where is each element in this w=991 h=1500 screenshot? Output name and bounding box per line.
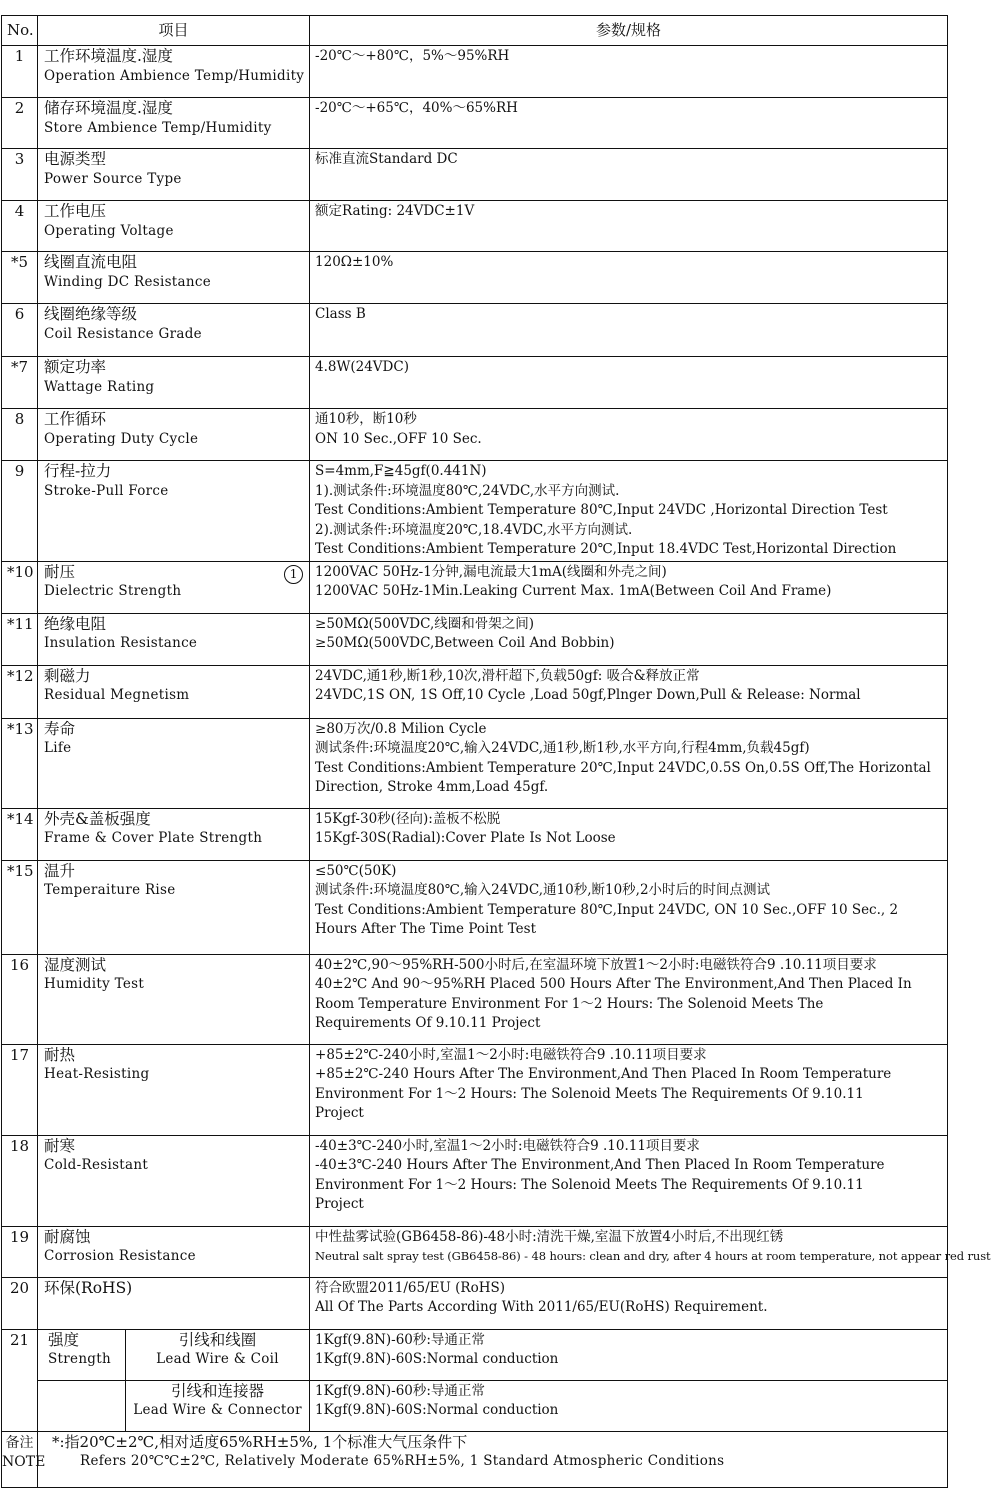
item-name-cn: 耐压 xyxy=(44,562,76,581)
row-number: 18 xyxy=(2,1135,38,1226)
table-row-21-lead-coil xyxy=(2,1329,948,1380)
table-row xyxy=(2,357,948,409)
row-number: 4 xyxy=(2,201,38,252)
table-row xyxy=(2,461,948,562)
spec-line: ≤50℃(50K) xyxy=(315,862,397,879)
spec-line: Test Conditions:Ambient Temperature 20℃,Input 18.4VDC Test,Horizontal Direction xyxy=(315,541,897,557)
sub-item-cell xyxy=(126,1329,310,1380)
note-text-en: Refers 20℃℃±2℃, Relatively Moderate 65%RH±5%, 1 Standard Atmospheric Conditions xyxy=(80,1453,725,1469)
item-name-cn: 剩磁力 xyxy=(44,666,91,685)
spec-line: 1200VAC 50Hz-1Min.Leaking Current Max. 1mA(Between Coil And Frame) xyxy=(315,583,832,599)
spec-line: 额定Rating: 24VDC±1V xyxy=(315,203,475,219)
spec-value-cell xyxy=(310,613,948,665)
table-row-21-lead-connector xyxy=(2,1380,948,1431)
spec-value-cell xyxy=(310,561,948,613)
spec-line: 测试条件:环境温度20℃,输入24VDC,通1秒,断1秒,水平方向,行程4mm,负载45gf) xyxy=(315,740,810,756)
spec-table xyxy=(1,15,991,1488)
spec-line: ON 10 Sec.,OFF 10 Sec. xyxy=(315,430,482,447)
spec-line: Environment For 1～2 Hours: The Solenoid Meets The Requirements Of 9.10.11 xyxy=(315,1176,864,1193)
spec-line: -40±3℃-240 Hours After The Environment,And Then Placed In Room Temperature xyxy=(315,1157,885,1173)
spec-value-cell xyxy=(310,1277,948,1329)
spec-line: Project xyxy=(315,1196,364,1212)
row-number: *5 xyxy=(2,252,38,304)
item-name-en: Frame & Cover Plate Strength xyxy=(44,830,263,846)
item-name-cn: 电源类型 xyxy=(44,150,107,168)
row-number: 21 xyxy=(2,1329,38,1431)
item-name-cell xyxy=(38,1226,310,1277)
spec-line: -20℃～+65℃，40%～65%RH xyxy=(315,100,518,116)
item-name-en: Dielectric Strength xyxy=(44,583,182,599)
spec-value-cell xyxy=(310,98,948,149)
note-label-en: NOTE xyxy=(2,1454,46,1470)
row-number: 3 xyxy=(2,149,38,201)
table-row xyxy=(2,561,948,613)
item-name-cn: 外壳&盖板强度 xyxy=(44,809,151,828)
spec-line: Requirements Of 9.10.11 Project xyxy=(315,1015,541,1031)
row-number: *10 xyxy=(2,561,38,613)
spec-line: Direction, Stroke 4mm,Load 45gf. xyxy=(315,779,549,795)
table-row xyxy=(2,409,948,461)
item-name-en: Stroke-Pull Force xyxy=(44,482,169,499)
item-name-cell xyxy=(38,613,310,665)
spec-value-cell xyxy=(310,201,948,252)
item-name-cn: 线圈绝缘等级 xyxy=(44,305,138,323)
sub-item-en: Lead Wire & Connector xyxy=(133,1402,302,1418)
item-name-en: Power Source Type xyxy=(44,170,182,187)
note-label xyxy=(2,1431,46,1487)
spec-line: 24VDC,通1秒,断1秒,10次,滑杆超下,负载50gf: 吸合&释放正常 xyxy=(315,667,700,684)
spec-value-cell xyxy=(310,252,948,304)
item-name-en: Strength xyxy=(48,1351,111,1367)
item-name-cell xyxy=(38,561,310,613)
item-name-cn: 强度 xyxy=(48,1330,80,1349)
spec-value-cell xyxy=(310,1380,948,1431)
item-name-en: Winding DC Resistance xyxy=(44,273,212,290)
spec-line: 15Kgf-30秒(径向):盖板不松脱 xyxy=(315,810,501,827)
spec-line: Project xyxy=(315,1105,364,1121)
item-name-en: Wattage Rating xyxy=(44,378,155,395)
spec-line: 4.8W(24VDC) xyxy=(315,359,409,375)
table-row xyxy=(2,1044,948,1135)
spec-value-cell xyxy=(310,409,948,461)
table-row xyxy=(2,304,948,357)
table-row xyxy=(2,954,948,1044)
item-name-en: Coil Resistance Grade xyxy=(44,325,202,342)
spec-line: All Of The Parts According With 2011/65/EU(RoHS) Requirement. xyxy=(315,1299,768,1315)
spec-line: 40±2℃ And 90～95%RH Placed 500 Hours After The Environment,And Then Placed In xyxy=(315,976,912,992)
item-name-en: Life xyxy=(44,740,72,756)
item-name-cn: 耐腐蚀 xyxy=(44,1227,91,1246)
spec-line: -20℃～+80℃，5%～95%RH xyxy=(315,48,510,64)
spec-line: Test Conditions:Ambient Temperature 80℃,Input 24VDC ,Horizontal Direction Test xyxy=(315,502,888,518)
spec-value-cell xyxy=(310,718,948,808)
item-name-en: Humidity Test xyxy=(44,976,145,992)
row-number: *13 xyxy=(2,718,38,808)
spec-value-cell xyxy=(310,46,948,98)
item-name-cell xyxy=(38,808,310,860)
item-name-en: Operating Voltage xyxy=(44,222,174,239)
row-number: 19 xyxy=(2,1226,38,1277)
spec-line: 1Kgf(9.8N)-60秒:导通正常 xyxy=(315,1382,485,1399)
item-name-cn: 温升 xyxy=(44,861,76,880)
spec-line: 标准直流Standard DC xyxy=(315,151,458,167)
item-name-en: Insulation Resistance xyxy=(44,635,198,651)
header-row xyxy=(2,16,948,46)
item-name-cn: 耐寒 xyxy=(44,1136,76,1155)
spec-line: Room Temperature Environment For 1～2 Hours: The Solenoid Meets The xyxy=(315,995,824,1012)
item-name-cell xyxy=(38,149,310,201)
spec-line: 1).测试条件:环境温度80℃,24VDC,水平方向测试. xyxy=(315,482,620,499)
spec-line: Test Conditions:Ambient Temperature 80℃,Input 24VDC, ON 10 Sec.,OFF 10 Sec., 2 xyxy=(315,901,899,918)
spec-line: 15Kgf-30S(Radial):Cover Plate Is Not Loose xyxy=(315,830,616,846)
spec-line: 通10秒，断10秒 xyxy=(315,411,417,427)
item-name-cell xyxy=(38,98,310,149)
item-name-en: Temperaiture Rise xyxy=(44,882,176,898)
row-number: 8 xyxy=(2,409,38,461)
item-name-en: Corrosion Resistance xyxy=(44,1248,196,1264)
item-name-en: Store Ambience Temp/Humidity xyxy=(44,119,272,136)
spec-line: Class B xyxy=(315,306,366,322)
spec-value-cell xyxy=(310,1135,948,1226)
item-name-cell xyxy=(38,1044,310,1135)
spec-value-cell xyxy=(310,1044,948,1135)
item-name-cn: 寿命 xyxy=(44,719,76,738)
spec-line: 40±2℃,90～95%RH-500小时后,在室温环境下放置1～2小时:电磁铁符合9 .10.11项目要求 xyxy=(315,956,877,973)
spec-line: +85±2℃-240小时,室温1～2小时:电磁铁符合9 .10.11项目要求 xyxy=(315,1046,707,1063)
spec-line: 1200VAC 50Hz-1分钟,漏电流最大1mA(线圈和外壳之间) xyxy=(315,563,667,580)
spec-line: -40±3℃-240小时,室温1～2小时:电磁铁符合9 .10.11项目要求 xyxy=(315,1137,700,1154)
item-name-cell xyxy=(38,252,310,304)
row-number: 6 xyxy=(2,304,38,357)
row-number: *14 xyxy=(2,808,38,860)
item-name-cn: 工作循环 xyxy=(44,410,107,428)
spec-value-cell xyxy=(310,149,948,201)
item-name-cn: 储存环境温度.湿度 xyxy=(44,99,173,117)
row-number: 16 xyxy=(2,954,38,1044)
spec-line: 1Kgf(9.8N)-60秒:导通正常 xyxy=(315,1331,485,1348)
spec-value-cell xyxy=(310,808,948,860)
item-name-en: Operation Ambience Temp/Humidity xyxy=(44,67,305,84)
item-name-cell xyxy=(38,46,310,98)
table-row xyxy=(2,665,948,718)
spec-line: 符合欧盟2011/65/EU (RoHS) xyxy=(315,1279,506,1296)
item-name-en: Cold-Resistant xyxy=(44,1157,149,1173)
item-name-cell xyxy=(38,665,310,718)
header-item: 项目 xyxy=(38,16,310,46)
item-name-cell xyxy=(38,718,310,808)
item-name-cell xyxy=(38,357,310,409)
item-name-cn: 环保(RoHS) xyxy=(44,1278,133,1297)
row-number: 1 xyxy=(2,46,38,98)
item-name-cell xyxy=(38,1135,310,1226)
table-row xyxy=(2,252,948,304)
row-number: *12 xyxy=(2,665,38,718)
item-name-cell xyxy=(38,1277,310,1329)
spec-value-cell xyxy=(310,860,948,954)
note-text-cn: *:指20℃±2℃,相对适度65%RH±5%, 1个标准大气压条件下 xyxy=(52,1432,468,1451)
item-name-cn: 绝缘电阻 xyxy=(44,614,107,633)
spec-value-cell xyxy=(310,1329,948,1380)
row-number: 20 xyxy=(2,1277,38,1329)
sub-item-cn: 引线和连接器 xyxy=(171,1381,265,1400)
header-no: No. xyxy=(2,16,38,46)
item-name-cell xyxy=(38,860,310,954)
table-row xyxy=(2,46,948,98)
spec-line: 1Kgf(9.8N)-60S:Normal conduction xyxy=(315,1351,559,1367)
table-row xyxy=(2,98,948,149)
spec-line: 24VDC,1S ON, 1S Off,10 Cycle ,Load 50gf,Plnger Down,Pull & Release: Normal xyxy=(315,687,861,703)
row-number: 17 xyxy=(2,1044,38,1135)
table-row xyxy=(2,1277,948,1329)
spec-line: 2).测试条件:环境温度20℃,18.4VDC,水平方向测试. xyxy=(315,521,633,538)
item-name-cn: 行程-拉力 xyxy=(44,462,112,480)
spec-line: ≥50MΩ(500VDC,Between Coil And Bobbin) xyxy=(315,635,615,651)
item-name-cn: 额定功率 xyxy=(44,358,107,376)
item-name-cn: 工作环境温度.湿度 xyxy=(44,47,173,65)
row-number: *15 xyxy=(2,860,38,954)
row-number: 2 xyxy=(2,98,38,149)
item-name-cell xyxy=(38,409,310,461)
item-name-en: Operating Duty Cycle xyxy=(44,430,199,447)
table-row xyxy=(2,613,948,665)
note-label-cn: 备注 xyxy=(5,1434,34,1451)
item-name-cell xyxy=(38,201,310,252)
spec-line: ≥50MΩ(500VDC,线圈和骨架之间) xyxy=(315,615,535,632)
spec-value-cell xyxy=(310,665,948,718)
table-row xyxy=(2,201,948,252)
table-row xyxy=(2,1135,948,1226)
header-spec: 参数/规格 xyxy=(310,16,948,46)
row-number: *11 xyxy=(2,613,38,665)
item-name-cn: 耐热 xyxy=(44,1045,76,1064)
item-name-cell xyxy=(38,954,310,1044)
spec-line: Neutral salt spray test (GB6458-86) - 48 hours: clean and dry, after 4 hours at room temperature, not appear red rust xyxy=(315,1249,991,1263)
table-row xyxy=(2,1226,948,1277)
item-name-cell xyxy=(38,1329,126,1380)
spec-value-cell xyxy=(310,461,948,562)
spec-line: 中性盐雾试验(GB6458-86)-48小时:清洗干燥,室温下放置4小时后,不出现红锈 xyxy=(315,1228,784,1245)
circled-number-marker: 1 xyxy=(284,565,303,584)
item-name-cn: 工作电压 xyxy=(44,202,107,220)
table-row xyxy=(2,149,948,201)
spec-value-cell xyxy=(310,357,948,409)
spec-value-cell xyxy=(310,1226,991,1277)
spec-value-cell xyxy=(310,304,948,357)
spec-line: 1Kgf(9.8N)-60S:Normal conduction xyxy=(315,1402,559,1418)
item-name-cell xyxy=(38,461,310,562)
empty-cell xyxy=(38,1380,126,1431)
row-number: *7 xyxy=(2,357,38,409)
spec-line: Test Conditions:Ambient Temperature 20℃,Input 24VDC,0.5S On,0.5S Off,The Horizontal xyxy=(315,759,931,776)
table-row xyxy=(2,860,948,954)
spec-line: ≥80万次/0.8 Milion Cycle xyxy=(315,720,487,737)
table-row xyxy=(2,718,948,808)
spec-value-cell xyxy=(310,954,948,1044)
item-name-en: Residual Megnetism xyxy=(44,687,190,703)
item-name-cell xyxy=(38,304,310,357)
sub-item-cn: 引线和线圈 xyxy=(178,1330,257,1349)
sub-item-cell xyxy=(126,1380,310,1431)
note-row xyxy=(2,1431,948,1487)
spec-line: +85±2℃-240 Hours After The Environment,And Then Placed In Room Temperature xyxy=(315,1066,892,1082)
item-name-en: Heat-Resisting xyxy=(44,1066,150,1082)
spec-line: 测试条件:环境温度80℃,输入24VDC,通10秒,断10秒,2小时后的时间点测试 xyxy=(315,882,771,898)
sub-item-en: Lead Wire & Coil xyxy=(156,1351,279,1367)
note-text-cell xyxy=(38,1431,948,1487)
spec-line: Environment For 1～2 Hours: The Solenoid Meets The Requirements Of 9.10.11 xyxy=(315,1085,864,1102)
table-row xyxy=(2,808,948,860)
spec-line: S=4mm,F≧45gf(0.441N) xyxy=(315,463,487,479)
spec-line: 120Ω±10% xyxy=(315,254,394,270)
item-name-cn: 湿度测试 xyxy=(44,955,107,974)
spec-line: Hours After The Time Point Test xyxy=(315,921,537,937)
item-name-cn: 线圈直流电阻 xyxy=(44,253,138,271)
row-number: 9 xyxy=(2,461,38,562)
